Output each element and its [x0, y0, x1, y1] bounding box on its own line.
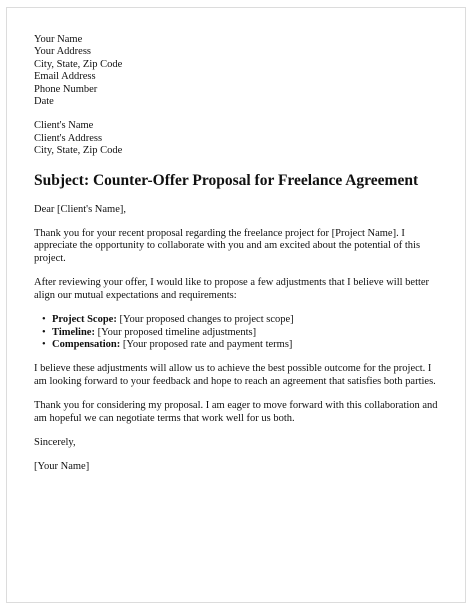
adjustments-list [34, 314, 444, 351]
bullet-icon: • [42, 314, 46, 326]
sender-phone: Phone Number [34, 83, 98, 95]
adjustment-label: Compensation: [52, 338, 121, 350]
paragraph-intro: Thank you for your recent proposal regarding the freelance project for [Project Name]. I appreciate the opportunity to collaborate with you and am excited about the potential of this project. [34, 228, 421, 264]
paragraph-outcome: I believe these adjustments will allow us to achieve the best possible outcome for the project. I am looking forward to your feedback and hope to reach an agreement that satisfies both parties. [34, 363, 436, 387]
list-item [42, 326, 444, 339]
sender-city-state-zip: City, State, Zip Code [34, 58, 123, 70]
salutation: Dear [Client's Name], [34, 203, 126, 215]
closing: Sincerely, [34, 436, 76, 448]
client-block [34, 120, 444, 157]
adjustment-label: Timeline: [52, 326, 95, 338]
adjustment-label: Project Scope: [52, 314, 117, 326]
sender-block [34, 34, 444, 108]
list-item [42, 314, 444, 326]
adjustment-text: [Your proposed timeline adjustments] [94, 326, 257, 338]
signature: [Your Name] [34, 461, 90, 473]
list-item [42, 338, 444, 351]
subject-heading: Subject: Counter-Offer Proposal for Freelance Agreement [34, 171, 419, 189]
letter-content [34, 34, 444, 486]
bullet-icon: • [42, 338, 46, 350]
paragraph-proposal: After reviewing your offer, I would like to propose a few adjustments that I believe will better align our mutual expectations and requirements: [34, 277, 430, 301]
adjustment-text: [Your proposed changes to project scope] [116, 314, 294, 326]
client-address: Client's Address [34, 132, 103, 144]
bullet-icon: • [42, 326, 46, 338]
spacer [34, 108, 444, 120]
sender-email: Email Address [34, 71, 96, 83]
sender-name: Your Name [34, 34, 83, 45]
client-city-state-zip: City, State, Zip Code [34, 145, 123, 157]
adjustment-text: [Your proposed rate and payment terms] [120, 338, 293, 350]
paragraph-thanks: Thank you for considering my proposal. I am eager to move forward with this collaboration and am hopeful we can negotiate terms that work well for us both. [34, 400, 438, 424]
letter-page [6, 7, 466, 603]
sender-address: Your Address [34, 46, 91, 58]
client-name: Client's Name [34, 120, 94, 132]
sender-date: Date [34, 96, 54, 108]
